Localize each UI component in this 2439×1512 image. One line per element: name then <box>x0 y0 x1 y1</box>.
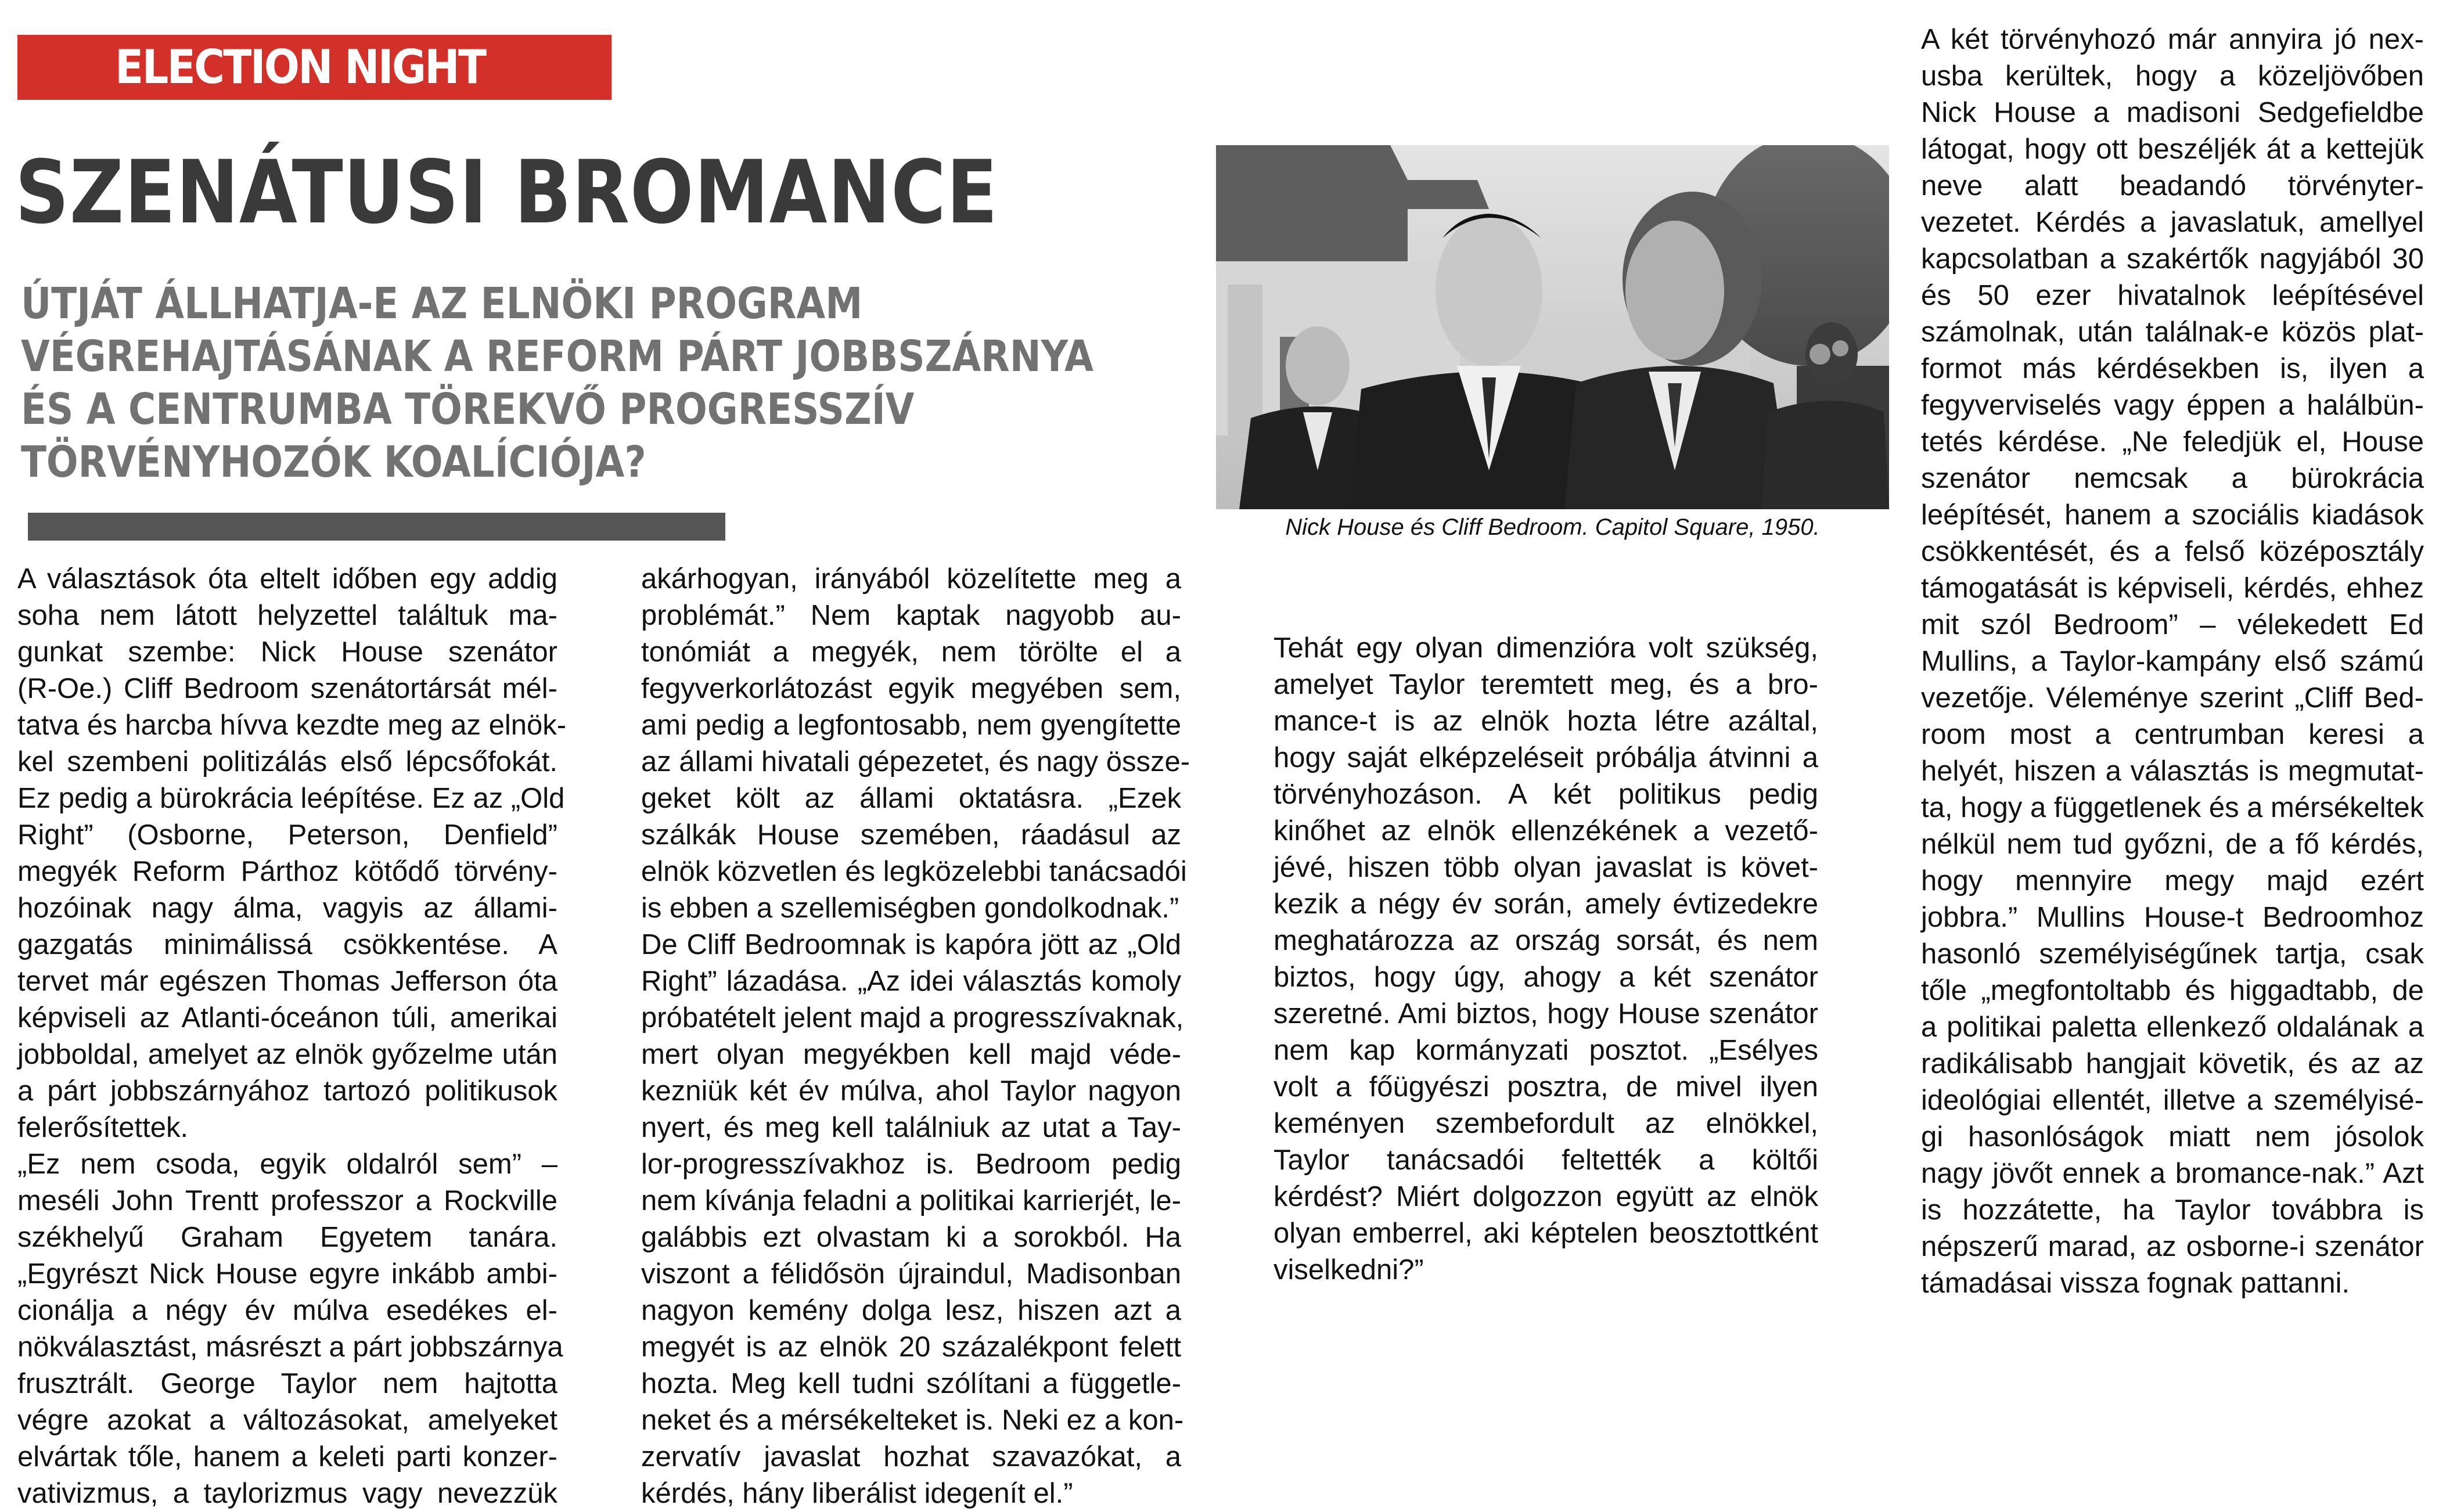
text-line: tervet már egészen Thomas Jefferson óta <box>17 966 557 997</box>
text-line: nyert, és meg kell találniuk az utat a Tay- <box>641 1112 1181 1143</box>
text-line: szálkák House szemében, ráadásul az <box>641 819 1181 851</box>
text-line: nagy jövőt ennek a bromance-nak.” Azt <box>1921 1158 2424 1189</box>
text-line: mance-t is az elnök hozta létre azáltal, <box>1274 705 1818 737</box>
text-line: Ez pedig a bürokrácia leépítése. Ez az „Old <box>17 783 565 814</box>
text-line: is hozzátette, ha Taylor továbbra is <box>1921 1194 2424 1226</box>
text-line: mit szól Bedroom” – vélekedett Ed <box>1921 609 2424 640</box>
text-line: biztos, hogy úgy, ahogy a két szenátor <box>1274 962 1818 993</box>
text-line: zervatív javaslat hozhat szavazókat, a <box>641 1441 1181 1473</box>
text-line: gunkat szembe: Nick House szenátor <box>17 636 557 668</box>
text-line: vezetője. Véleménye szerint „Cliff Bed- <box>1921 682 2424 714</box>
text-line: volt a főügyészi posztra, de mivel ilyen <box>1274 1071 1818 1103</box>
text-line: népszerű marad, az osborne-i szenátor <box>1921 1231 2424 1262</box>
text-line: nem kívánja feladni a politikai karrierjét, le- <box>641 1185 1181 1216</box>
text-line: kérdést? Miért dolgozzon együtt az elnök <box>1274 1181 1818 1212</box>
text-line: meséli John Trentt professzor a Rockville <box>17 1185 557 1216</box>
photo-caption: Nick House és Cliff Bedroom. Capitol Square, 1950. <box>1285 514 1820 540</box>
text-line: radikálisabb hangjait követik, és az az <box>1921 1048 2424 1079</box>
text-line: frusztrált. George Taylor nem hajtotta <box>17 1368 557 1399</box>
text-line: tatva és harcba hívva kezdte meg az elnök- <box>17 710 567 741</box>
text-line: kezik a négy év során, amely évtizedekre <box>1274 888 1818 920</box>
section-banner <box>17 35 611 100</box>
text-line: problémát.” Nem kaptak nagyobb au- <box>641 600 1181 631</box>
text-line: képviseli az Atlanti-óceánon túli, amerikai <box>17 1002 557 1034</box>
text-line: tetés kérdése. „Ne feledjük el, House <box>1921 426 2424 458</box>
text-line: A választások óta eltelt időben egy addig <box>17 563 557 595</box>
text-line: szenátor nemcsak a bürokrácia <box>1921 463 2424 494</box>
text-line: olyan emberrel, aki képtelen beosztottként <box>1274 1218 1818 1249</box>
text-line: Right” lázadása. „Az idei választás komoly <box>641 966 1181 997</box>
text-line: neve alatt beadandó törvényter- <box>1921 170 2424 201</box>
text-line: gazgatás minimálissá csökkentése. A <box>17 929 557 960</box>
text-line: usba kerültek, hogy a közeljövőben <box>1921 60 2424 92</box>
text-line: elnök közvetlen és legközelebbi tanácsadói <box>641 856 1187 887</box>
text-line: geket költ az állami oktatásra. „Ezek <box>641 783 1181 814</box>
text-line: meghatározza az ország sorsát, és nem <box>1274 925 1818 956</box>
subheadline-line: ÉS A CENTRUMBA TÖREKVŐ PROGRESSZÍV <box>21 384 915 434</box>
text-line: hozóinak nagy álma, vagyis az állami- <box>17 892 557 924</box>
text-line: galábbis ezt olvastam ki a sorokból. Ha <box>641 1222 1181 1253</box>
text-line: ideológiai ellentét, illetve a személyisé- <box>1921 1085 2424 1116</box>
text-line: amelyet Taylor teremtett meg, és a bro- <box>1274 669 1818 700</box>
text-line: kinőhet az elnök ellenzékének a vezető- <box>1274 815 1818 847</box>
text-line: támogatását is képviseli, kérdés, ehhez <box>1921 573 2424 604</box>
text-line: helyét, hiszen a választás is megmutat- <box>1921 755 2424 787</box>
text-line: kezniük két év múlva, ahol Taylor nagyon <box>641 1075 1181 1107</box>
text-line: Tehát egy olyan dimenzióra volt szükség, <box>1274 632 1818 664</box>
text-line: hogy mennyire megy majd ezért <box>1921 865 2424 897</box>
text-line: megyék Reform Párthoz kötődő törvény- <box>17 856 557 887</box>
subheadline <box>21 278 1254 489</box>
text-line: tőle „megfontoltabb és higgadtabb, de <box>1921 975 2424 1006</box>
photo-illustration-icon <box>1216 145 1889 509</box>
text-line: tonómiát a megyék, nem törölte el a <box>641 636 1181 668</box>
text-line: keményen szembefordult az elnökkel, <box>1274 1108 1818 1139</box>
text-line: neket és a mérsékelteket is. Neki ez a kon- <box>641 1405 1184 1436</box>
subheadline-line: TÖRVÉNYHOZÓK KOALÍCIÓJA? <box>21 437 646 487</box>
text-line: nagyon kemény dolga lesz, hiszen azt a <box>641 1295 1181 1326</box>
text-line: Taylor tanácsadói feltették a költői <box>1274 1144 1818 1176</box>
text-line: hogy saját elképzeléseit próbálja átvinni a <box>1274 742 1818 773</box>
headline: SZENÁTUSI BROMANCE <box>15 142 998 243</box>
text-line: fegyverkorlátozást egyik megyében sem, <box>641 673 1181 704</box>
text-line: cionálja a négy év múlva esedékes el- <box>17 1295 557 1326</box>
text-line: próbatételt jelent majd a progresszívaknak, <box>641 1002 1184 1034</box>
article-column-4 <box>1921 21 2424 1302</box>
text-line: viszont a félidősön újraindul, Madisonban <box>641 1258 1181 1290</box>
text-line: jobboldal, amelyet az elnök győzelme után <box>17 1039 557 1070</box>
article-column-3 <box>1274 630 1818 1288</box>
article-column-2 <box>641 561 1190 1512</box>
text-line: kapcsolatban a szakértők nagyjából 30 <box>1921 243 2424 275</box>
text-line: végre azokat a változásokat, amelyeket <box>17 1405 557 1436</box>
text-line: (R-Oe.) Cliff Bedroom szenátortársát mél- <box>17 673 557 704</box>
text-line: Nick House a madisoni Sedgefieldbe <box>1921 97 2424 128</box>
text-line: room most a centrumban keresi a <box>1921 719 2424 750</box>
text-line: formot más kérdésekben is, ilyen a <box>1921 353 2424 384</box>
text-line: a politikai paletta ellenkező oldalának a <box>1921 1011 2424 1043</box>
subheadline-line: ÚTJÁT ÁLLHATJA-E AZ ELNÖKI PROGRAM <box>21 279 863 329</box>
text-line: szeretné. Ami biztos, hogy House szenátor <box>1274 998 1818 1029</box>
text-line: támadásai vissza fognak pattanni. <box>1921 1268 2350 1299</box>
article-column-1 <box>17 561 567 1512</box>
text-line: látogat, hogy ott beszéljék át a kettejük <box>1921 134 2424 165</box>
text-line: számolnak, után találnak-e közös plat- <box>1921 316 2424 348</box>
text-line: leépítését, hanem a szociális kiadások <box>1921 499 2424 531</box>
text-line: nélkül nem tud győzni, de a fő kérdés, <box>1921 829 2424 860</box>
text-line: A két törvényhozó már annyira jó nex- <box>1921 24 2424 55</box>
text-line: nökválasztást, másrészt a párt jobbszárnya <box>17 1331 563 1363</box>
text-line: székhelyű Graham Egyetem tanára. <box>17 1222 557 1253</box>
text-line: jobbra.” Mullins House-t Bedroomhoz <box>1921 902 2424 933</box>
text-line: törvényhozáson. A két politikus pedig <box>1274 779 1818 810</box>
text-line: vezetet. Kérdés a javaslatuk, amellyel <box>1921 207 2424 238</box>
text-line: fegyverviselés vagy éppen a halálbün- <box>1921 390 2424 421</box>
text-line: elvártak tőle, hanem a keleti parti konzer- <box>17 1441 557 1473</box>
text-line: „Ez nem csoda, egyik oldalról sem” – <box>17 1149 557 1180</box>
text-line: felerősítettek. <box>17 1112 189 1143</box>
text-line: Mullins, a Taylor-kampány első számú <box>1921 646 2424 677</box>
text-line: vativizmus, a taylorizmus vagy nevezzük <box>17 1478 557 1509</box>
text-line: gi hasonlóságok miatt nem jósolok <box>1921 1121 2424 1153</box>
divider-bar <box>28 513 725 541</box>
text-line: ami pedig a legfontosabb, nem gyengítette <box>641 710 1181 741</box>
text-line: viselkedni?” <box>1274 1254 1424 1286</box>
text-line: „Egyrészt Nick House egyre inkább ambi- <box>17 1258 557 1290</box>
text-line: csökkentését, és a felső középosztály <box>1921 536 2424 567</box>
text-line: megyét is az elnök 20 százalékpont felett <box>641 1331 1181 1363</box>
text-line: Right” (Osborne, Peterson, Denfield” <box>17 819 557 851</box>
text-line: De Cliff Bedroomnak is kapóra jött az „Old <box>641 929 1181 960</box>
article-photo <box>1216 145 1889 509</box>
text-line: hasonló személyiségűnek tartja, csak <box>1921 938 2424 970</box>
text-line: soha nem látott helyzettel találtuk ma- <box>17 600 557 631</box>
text-line: akárhogyan, irányából közelítette meg a <box>641 563 1181 595</box>
text-line: nem kap kormányzati posztot. „Esélyes <box>1274 1035 1818 1066</box>
text-line: mert olyan megyékben kell majd véde- <box>641 1039 1181 1070</box>
text-line: kérdés, hány liberálist idegenít el.” <box>641 1478 1073 1509</box>
text-line: lor-progresszívakhoz is. Bedroom pedig <box>641 1149 1181 1180</box>
text-line: kel szembeni politizálás első lépcsőfokát. <box>17 746 557 777</box>
text-line: ta, hogy a függetlenek és a mérsékeltek <box>1921 792 2424 823</box>
text-line: és 50 ezer hivatalnok leépítésével <box>1921 280 2424 311</box>
subheadline-line: VÉGREHAJTÁSÁNAK A REFORM PÁRT JOBBSZÁRNYA <box>21 332 1093 381</box>
text-line: hozta. Meg kell tudni szólítani a függetle- <box>641 1368 1181 1399</box>
text-line: az állami hivatali gépezetet, és nagy össze- <box>641 746 1190 777</box>
text-line: jévé, hiszen több olyan javaslat is követ- <box>1274 852 1818 883</box>
text-line: is ebben a szellemiségben gondolkodnak.” <box>641 892 1179 924</box>
text-line: a párt jobbszárnyához tartozó politikusok <box>17 1075 557 1107</box>
section-label: ELECTION NIGHT <box>115 40 485 94</box>
